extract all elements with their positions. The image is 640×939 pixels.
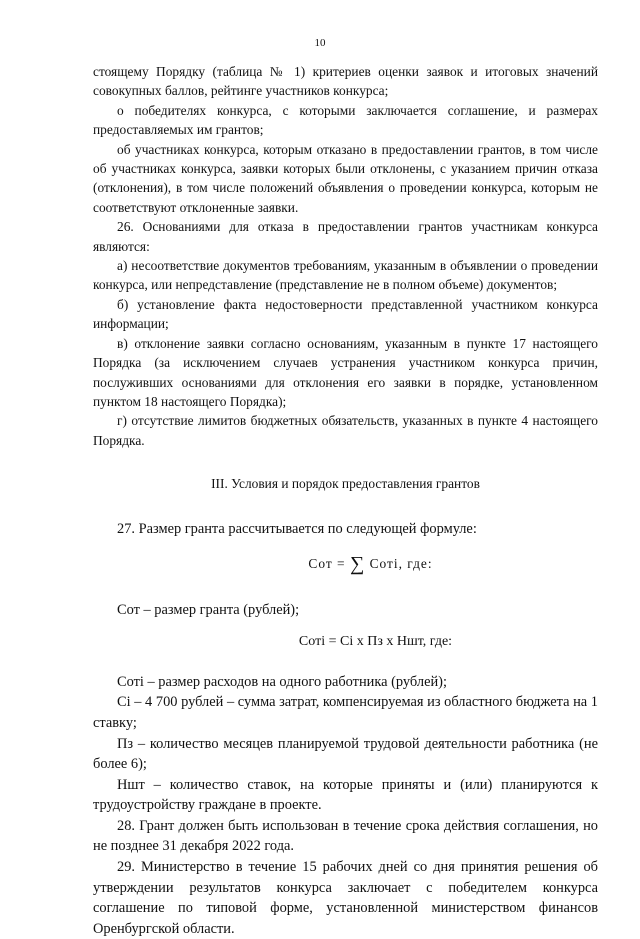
paragraph-29: 29. Министерство в течение 15 рабочих дней со дня принятия решения об утверждении результатов конкурса заключает с победителем конкурса соглашение по типовой форме, установленной министерством финансов Оренбургской области. bbox=[93, 859, 598, 937]
definition-nsht: Ншт – количество ставок, на которые приняты и (или) планируются к трудоустройству граждане в проекте. bbox=[93, 776, 598, 814]
sigma-symbol: ∑ bbox=[349, 553, 366, 576]
grant-formula bbox=[93, 553, 598, 576]
paragraph-26v: в) отклонение заявки согласно основаниям, указанным в пункте 17 настоящего Порядка (за исключением случаев устранения участником конкурса причин, послуживших основаниями для отклонения его заявки в порядке, установленном пунктом 18 настоящего Порядка); bbox=[93, 335, 598, 409]
paragraph-26b: б) установление факта недостоверности представленной участником конкурса информации; bbox=[93, 296, 598, 332]
cost-formula: Сотi = Сi х Пз х Ншт, где: bbox=[298, 633, 453, 649]
paragraph-continuation: стоящему Порядку (таблица № 1) критериев оценки заявок и итоговых значений совокупных баллов, рейтинге участников конкурса; bbox=[93, 64, 598, 99]
paragraph-rejected: об участниках конкурса, которым отказано в предоставлении грантов, в том числе об участниках конкурса, заявки которых были отклонены, с указанием причин отказа (отклонения), в том числе положений объявления о проведении конкурса, которым не соответствуют отклоненные заявки. bbox=[93, 141, 598, 215]
paragraph-26: 26. Основаниями для отказа в предоставлении грантов участникам конкурса являются: bbox=[93, 219, 598, 254]
definition-pz: Пз – количество месяцев планируемой трудовой деятельности работника (не более 6); bbox=[93, 735, 598, 773]
document-body bbox=[93, 62, 598, 939]
paragraph-28: 28. Грант должен быть использован в течение срока действия соглашения, но не позднее 31 декабря 2022 года. bbox=[93, 817, 598, 855]
definition-coti: Сотi – размер расходов на одного работника (рублей); bbox=[117, 673, 447, 690]
paragraph-26g: г) отсутствие лимитов бюджетных обязательств, указанных в пункте 4 настоящего Порядка. bbox=[93, 413, 598, 448]
section-heading: III. Условия и порядок предоставления грантов bbox=[211, 476, 480, 492]
formula-right: Сотi, где: bbox=[365, 556, 433, 572]
definition-ci: Сi – 4 700 рублей – сумма затрат, компенсируемая из областного бюджета на 1 ставку; bbox=[93, 694, 598, 731]
paragraph-27: 27. Размер гранта рассчитывается по следующей формуле: bbox=[117, 520, 477, 537]
page-number: 10 bbox=[314, 37, 326, 49]
paragraph-26a: а) несоответствие документов требованиям, указанным в объявлении о проведении конкурса, или непредставление (представление не в полном объеме) документов; bbox=[93, 258, 598, 293]
formula-left: Сот = bbox=[308, 556, 350, 572]
definition-cot: Сот – размер гранта (рублей); bbox=[117, 602, 300, 619]
paragraph-winners: о победителях конкурса, с которыми заключается соглашение, и размерах предоставляемых им грантов; bbox=[93, 102, 598, 138]
